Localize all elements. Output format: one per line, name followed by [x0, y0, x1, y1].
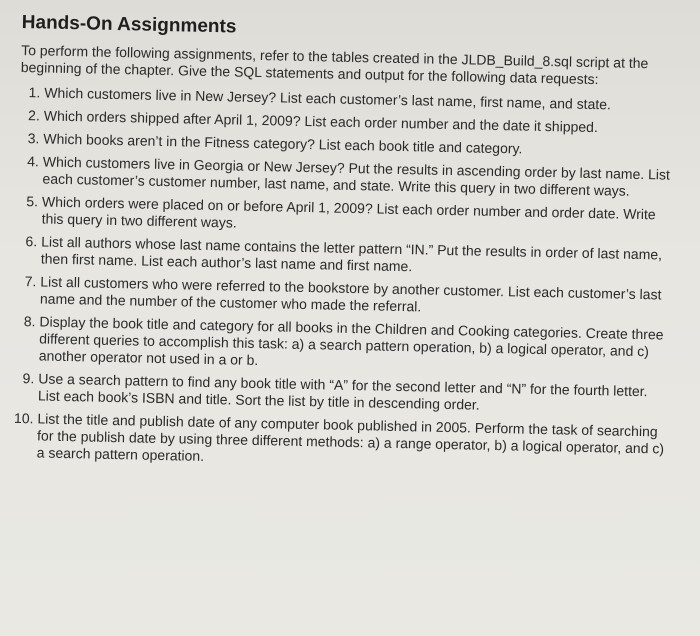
- assignment-item: [16, 273, 671, 321]
- item-number: 8.: [23, 313, 36, 330]
- item-number: 1.: [28, 84, 41, 101]
- item-number: 6.: [25, 233, 38, 250]
- item-number: 7.: [24, 273, 37, 290]
- assignment-item: [18, 153, 673, 201]
- item-number: 2.: [27, 107, 41, 124]
- item-text: Which customers live in New Jersey? List each customer’s last name, first name, and state.: [44, 84, 612, 113]
- assignment-item: [17, 233, 672, 281]
- assignment-content: [12, 12, 681, 481]
- assignment-item: [14, 370, 669, 418]
- item-text: Which customers live in Georgia or New Jersey? Put the results in ascending order by last name. List each customer’s customer number, last name, and state. Write this query in two different ways.: [42, 153, 671, 199]
- assignment-list: [13, 84, 681, 475]
- item-text: List all authors whose last name contains the letter pattern “IN.” Put the results in order of last name, then first name. List each author’s last name and first name.: [40, 233, 663, 275]
- assignment-item: [15, 313, 670, 378]
- item-text: List all customers who were referred to the bookstore by another customer. List each customer’s last name and the number of the customer who made the referral.: [39, 273, 662, 315]
- item-number: 10.: [13, 409, 34, 427]
- item-number: 4.: [27, 153, 40, 170]
- section-heading: Hands-On Assignments: [21, 12, 237, 38]
- item-text: Use a search pattern to find any book title with “A” for the second letter and “N” for the fourth letter. List each book’s ISBN and title. Sort the list by title in descending order.: [37, 370, 648, 413]
- item-text: Display the book title and category for all books in the Children and Cooking categories. Create three different queries to accomplish this task: a) a search pattern operation, b) a logical operator, and c) another operator not used in a or b.: [38, 313, 664, 369]
- item-text: Which orders were placed on or before April 1, 2009? List each order number and order date. Write this query in two different ways.: [41, 193, 656, 231]
- item-number: 9.: [22, 370, 35, 387]
- item-text: Which orders shipped after April 1, 2009? List each order number and the date it shipped.: [43, 107, 599, 136]
- item-number: 5.: [26, 193, 39, 210]
- assignment-item: [13, 410, 668, 475]
- item-text: List the title and publish date of any computer book published in 2005. Perform the task of searching for the publish date by using three different methods: a) a range operator, b) a logical operator, and c) a search pattern operation.: [36, 410, 665, 464]
- item-text: Which books aren’t in the Fitness category? List each book title and category.: [43, 130, 523, 157]
- intro-paragraph: To perform the following assignments, refer to the tables created in the JLDB_Build_8.sql script at the beginning of the chapter. Give the SQL statements and output for the following data requests:: [20, 41, 649, 88]
- assignment-item: [17, 193, 672, 241]
- item-number: 3.: [27, 130, 40, 147]
